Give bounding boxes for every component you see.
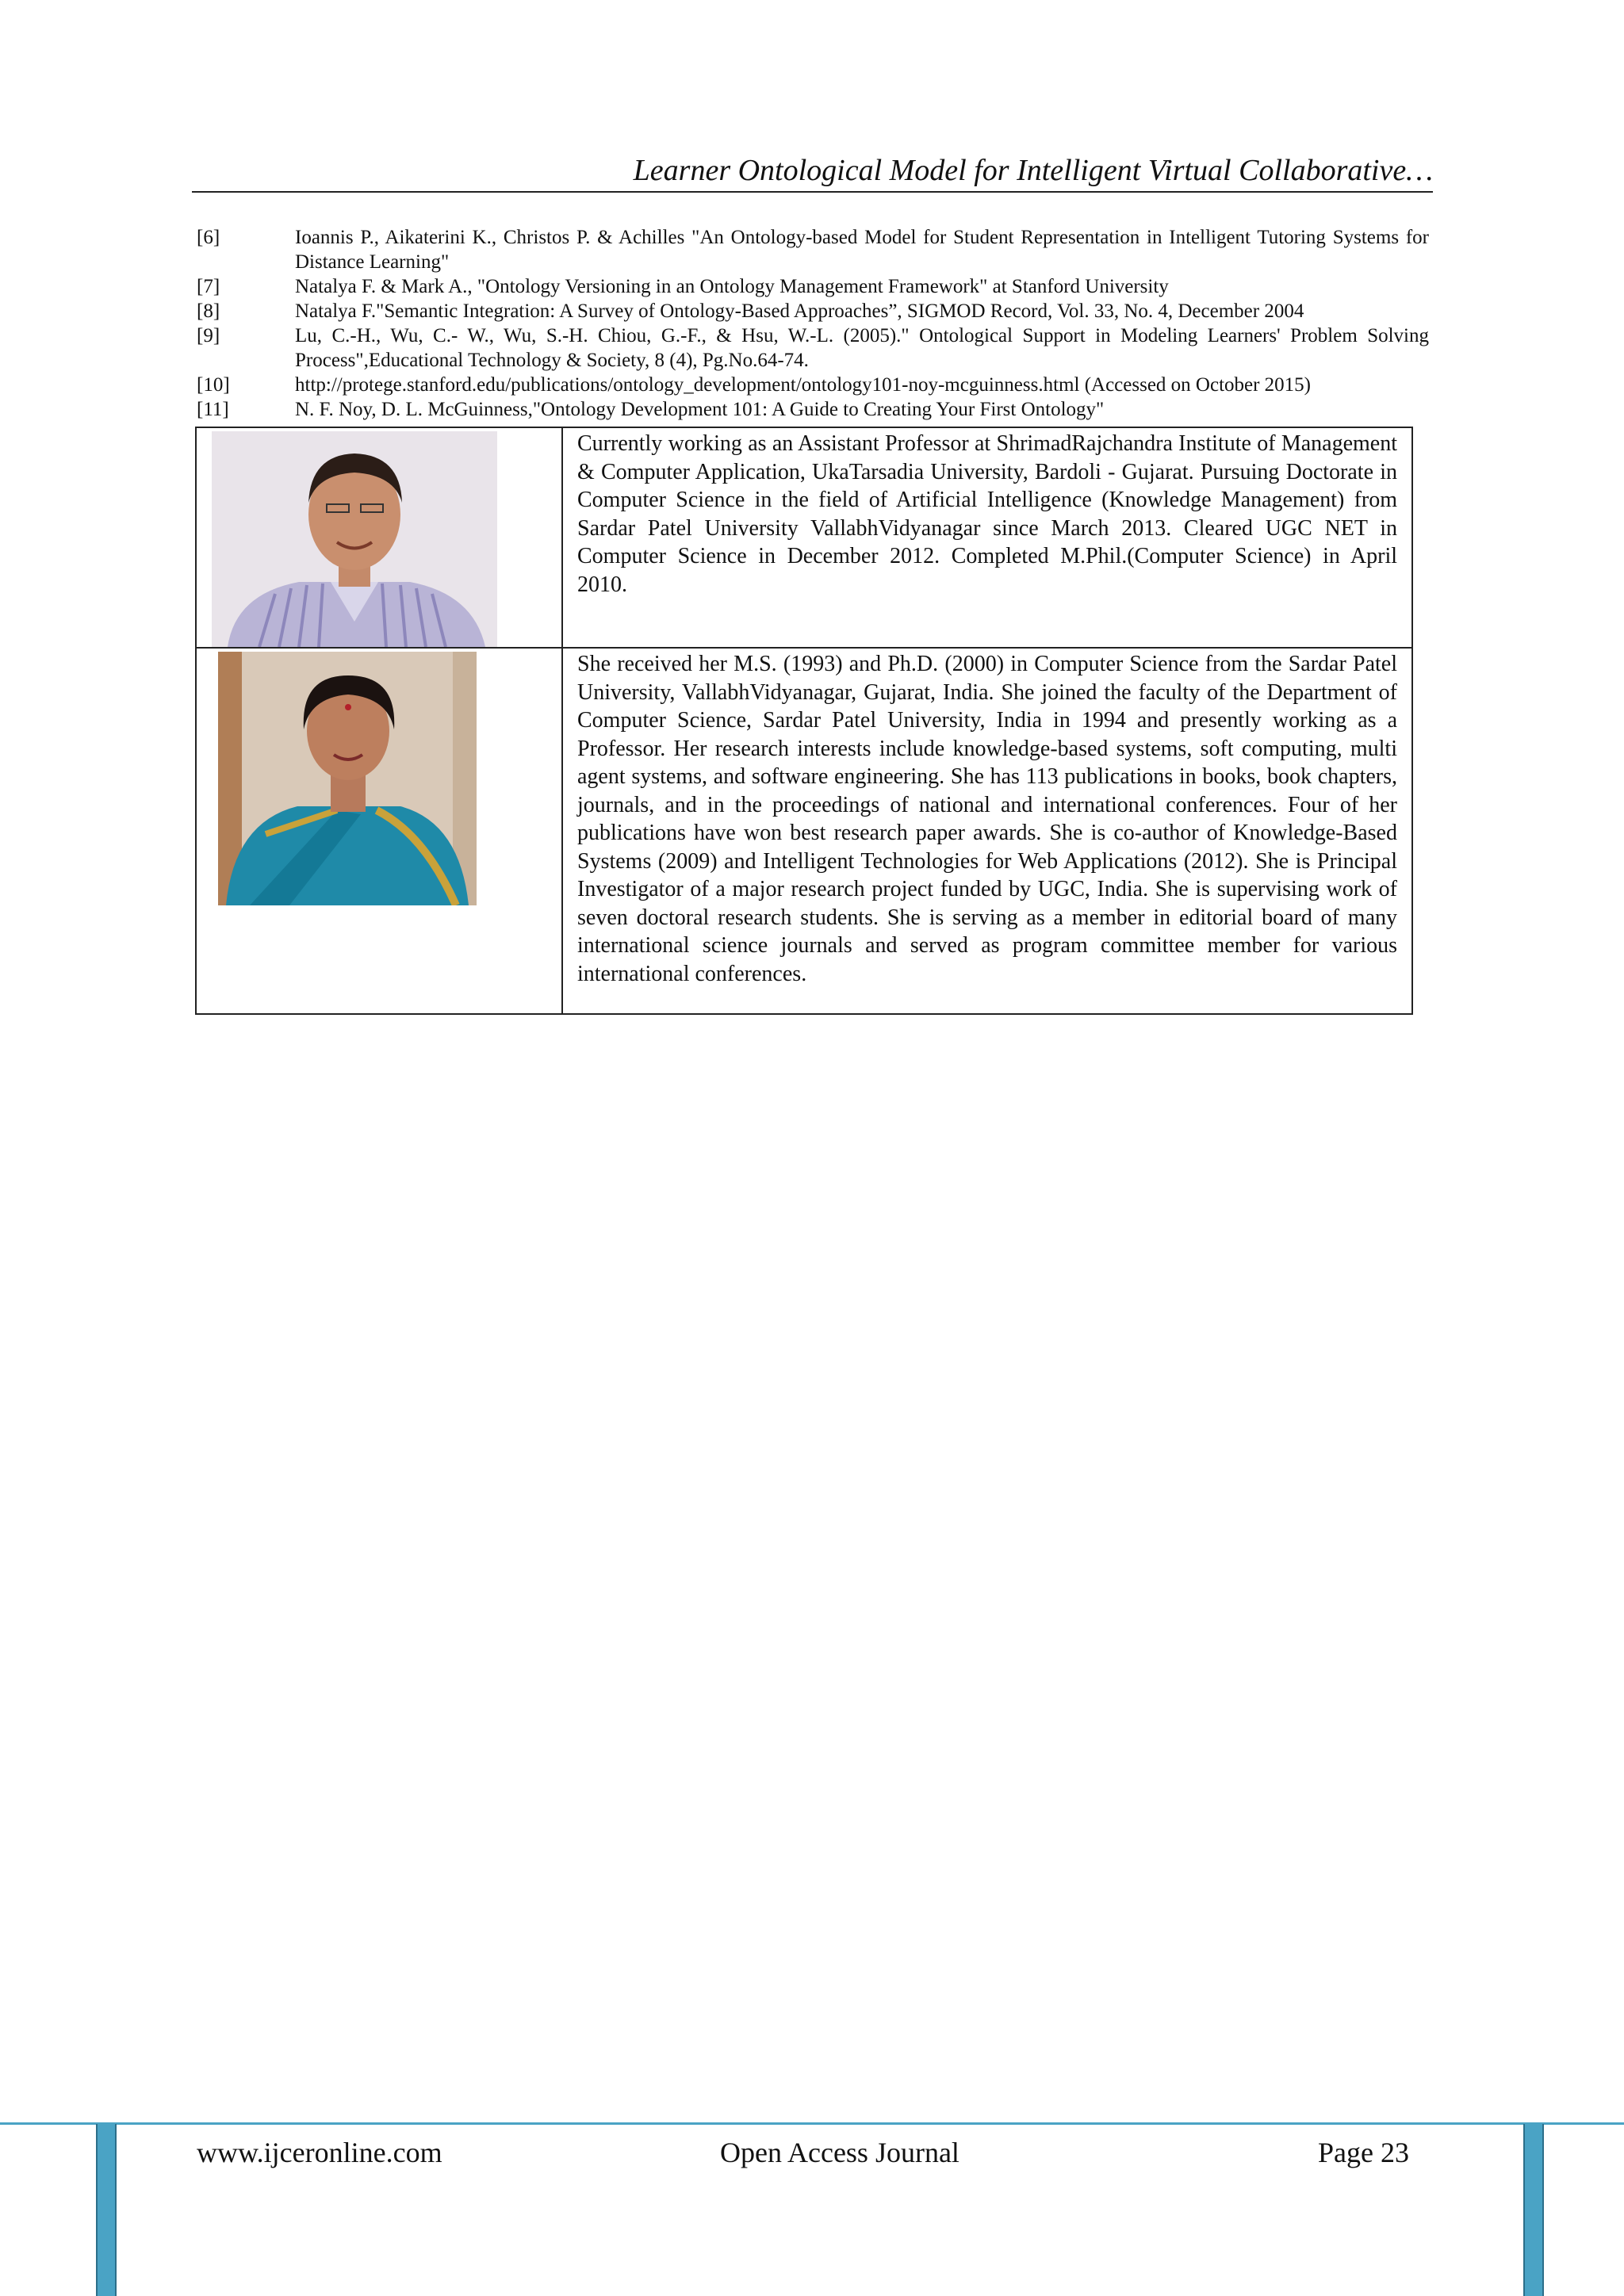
footer-left-bar bbox=[96, 2124, 117, 2296]
reference-item bbox=[197, 397, 1429, 422]
reference-text: Ioannis P., Aikaterini K., Christos P. & Achilles "An Ontology-based Model for Student Representation in Intelligent Tutoring Systems for Distance Learning" bbox=[295, 227, 1429, 273]
reference-url-text[interactable]: http://protege.stanford.edu/publications/ontology_development/ontology101-noy-mcguinness.html (Accessed on October 2015) bbox=[295, 374, 1312, 396]
reference-number: [7] bbox=[197, 276, 220, 297]
author-photo-cell bbox=[196, 427, 562, 648]
author-bio-row bbox=[196, 648, 1412, 1014]
reference-number: [9] bbox=[197, 325, 220, 346]
reference-number: [8] bbox=[197, 300, 220, 322]
reference-text: N. F. Noy, D. L. McGuinness,"Ontology Development 101: A Guide to Creating Your First Ontology" bbox=[295, 399, 1105, 420]
reference-item bbox=[197, 299, 1429, 323]
reference-item bbox=[197, 373, 1429, 397]
reference-text: Lu, C.-H., Wu, C.- W., Wu, S.-H. Chiou, G.-F., & Hsu, W.-L. (2005)." Ontological Support in Modeling Learners' Problem Solving Process",Educational Technology & Society, 8 (4), Pg.No.64-74. bbox=[295, 325, 1429, 371]
author-bio-text: Currently working as an Assistant Professor at ShrimadRajchandra Institute of Management & Computer Application, UkaTarsadia University, Bardoli - Gujarat. Pursuing Doctorate in Computer Science in the field of Artificial Intelligence (Knowledge Management) from Sardar Patel University VallabhVidyanagar since March 2013. Cleared UGC NET in Computer Science in December 2012. Completed M.Phil.(Computer Science) in April 2010. bbox=[562, 427, 1412, 648]
reference-text: Natalya F. & Mark A., "Ontology Versioning in an Ontology Management Framework" at Stanford University bbox=[295, 276, 1169, 297]
author-photo-cell bbox=[196, 648, 562, 1014]
author-bio-text: She received her M.S. (1993) and Ph.D. (2000) in Computer Science from the Sardar Patel University, VallabhVidyanagar, Gujarat, India. She joined the faculty of the Department of Computer Science, Sardar Patel University, India in 1994 and presently working as a Professor. Her research interests include knowledge-based systems, soft computing, multi agent systems, and software engineering. She has 113 publications in books, book chapters, journals, and in the proceedings of national and international conferences. Four of her publications have won best research paper awards. She is co-author of Knowledge-Based Systems (2009) and Intelligent Technologies for Web Applications (2012). She is Principal Investigator of a major research project funded by UGC, India. She is supervising work of seven doctoral research students. She is serving as a member in editorial board of many international science journals and served as program committee member for various international conferences. bbox=[562, 648, 1412, 1014]
reference-number: [11] bbox=[197, 399, 229, 420]
author-photo-2 bbox=[218, 652, 477, 905]
reference-number: [6] bbox=[197, 227, 220, 248]
reference-text: Natalya F."Semantic Integration: A Survey of Ontology-Based Approaches”, SIGMOD Record, Vol. 33, No. 4, December 2004 bbox=[295, 300, 1304, 322]
footer-journal-name: Open Access Journal bbox=[720, 2137, 959, 2168]
footer-rule bbox=[0, 2122, 1624, 2125]
footer-page-number: Page 23 bbox=[1318, 2137, 1409, 2168]
reference-item bbox=[197, 274, 1429, 299]
author-bio-row bbox=[196, 427, 1412, 648]
footer-right-bar bbox=[1523, 2124, 1544, 2296]
header-rule bbox=[192, 191, 1433, 193]
author-biography-table bbox=[195, 427, 1413, 1015]
reference-number: [10] bbox=[197, 374, 230, 396]
reference-item bbox=[197, 225, 1429, 274]
reference-item bbox=[197, 323, 1429, 373]
author-photo-1 bbox=[212, 431, 497, 647]
reference-list bbox=[197, 225, 1429, 422]
footer-website-link[interactable]: www.ijceronline.com bbox=[197, 2137, 442, 2168]
running-title: Learner Ontological Model for Intelligent Virtual Collaborative… bbox=[633, 154, 1433, 187]
